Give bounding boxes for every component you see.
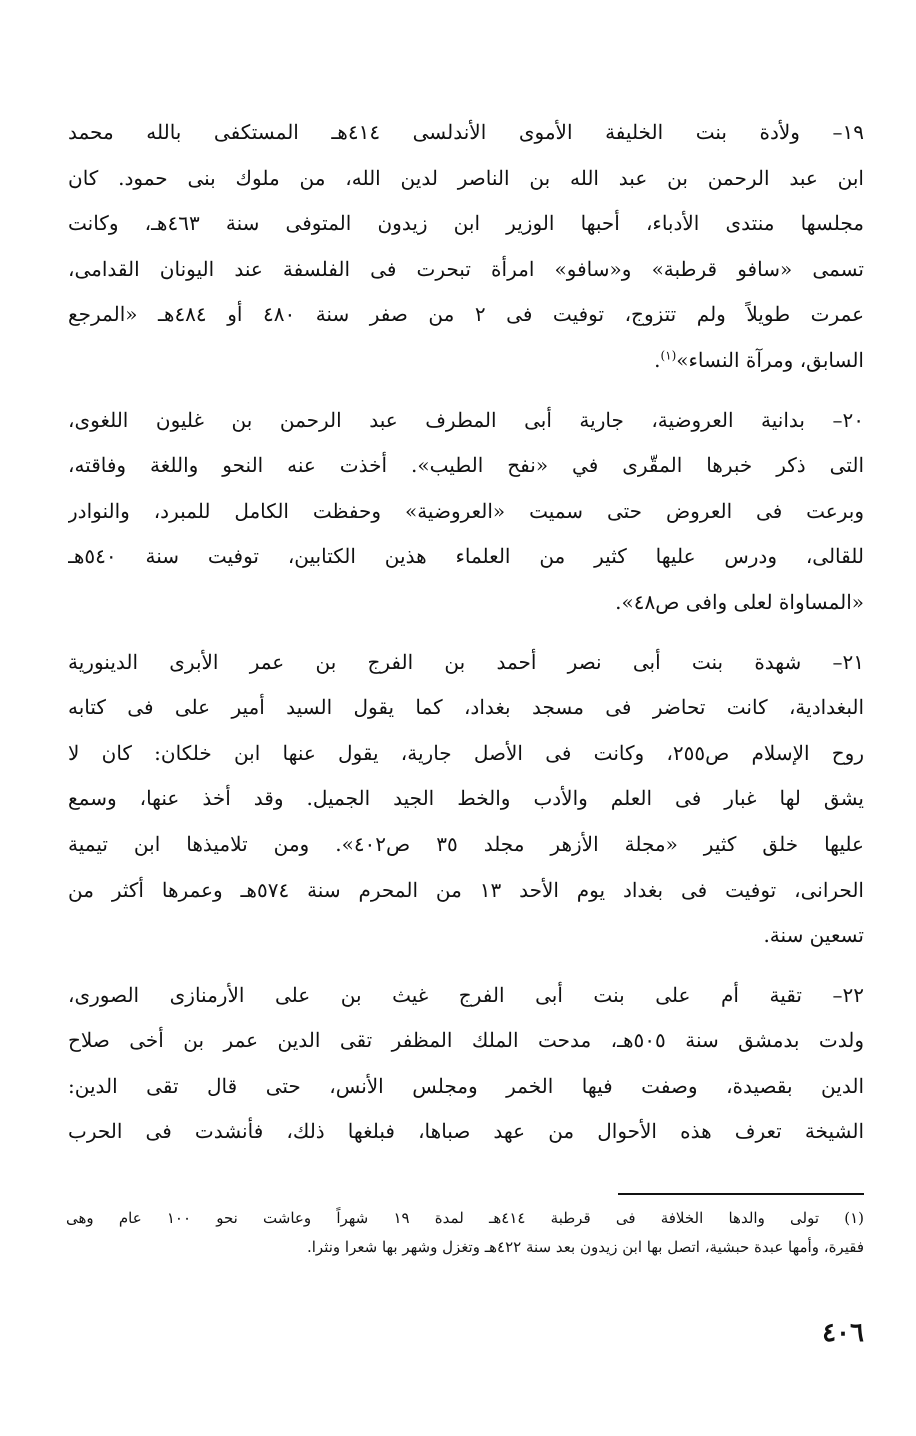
- entry-19-line-6-text: السابق، ومرآة النساء»: [676, 347, 864, 372]
- footnote-line-1: (١) تولى والدها الخلافة فى قرطبة ٤١٤هـ لمدة ١٩ شهراً وعاشت نحو ١٠٠ عام وهى: [66, 1209, 864, 1227]
- entry-20-line-1: ٢٠– بدانية العروضية، جارية أبى المطرف عبد الرحمن بن غليون اللغوى،: [68, 407, 864, 432]
- entry-21-line-2: البغدادية، كانت تحاضر فى مسجد بغداد، كما يقول السيد أمير على فى كتابه: [68, 695, 864, 720]
- entry-21-line-5: عليها خلق كثير «مجلة الأزهر مجلد ٣٥ ص٤٠٢». ومن تلاميذها ابن تيمية: [68, 831, 864, 856]
- entry-22-line-2: ولدت بدمشق سنة ٥٠٥هـ، مدحت الملك المظفر تقى الدين عمر بن أخى صلاح: [68, 1028, 864, 1053]
- entry-20-line-2: التى ذكر خبرها المقّرى في «نفح الطيب». أخذت عنه النحو واللغة وفاقته،: [68, 453, 864, 478]
- entry-20-line-3: وبرعت فى العروض حتى سميت «العروضية» وحفظت الكامل للمبرد، والنوادر: [68, 498, 864, 523]
- entry-19-line-3: مجلسها منتدى الأدباء، أحبها الوزير ابن زيدون المتوفى سنة ٤٦٣هـ، وكانت: [68, 211, 864, 236]
- entry-20-line-5: «المساواة لعلى وافى ص٤٨».: [615, 589, 864, 614]
- entry-21-line-4: يشق لها غبار فى العلم والأدب والخط الجيد الجميل. وقد أخذ عنها، وسمع: [68, 786, 864, 811]
- footnote-divider: [618, 1193, 864, 1195]
- entry-19-line-2: ابن عبد الرحمن بن عبد الله بن الناصر لدين الله، من ملوك بنى حمود. كان: [68, 165, 864, 190]
- entry-22-line-4: الشيخة تعرف هذه الأحوال من عهد صباها، فبلغها ذلك، فأنشدت فى الحرب: [68, 1119, 864, 1144]
- entry-19-line-4: تسمى «سافو قرطبة» و«سافو» امرأة تبحرت فى الفلسفة عند اليونان القدامى،: [68, 256, 864, 281]
- page-number: ٤٠٦: [822, 1318, 864, 1348]
- entry-19-line-1: ١٩– ولأدة بنت الخليفة الأموى الأندلسى ٤١٤هـ المستكفى بالله محمد: [68, 120, 864, 144]
- entry-21: [68, 640, 864, 959]
- entry-22-line-3: الدين بقصيدة، وصفت فيها الخمر ومجلس الأنس، حتى قال تقى الدين:: [68, 1073, 864, 1098]
- entry-20-line-4: للقالى، ودرس عليها كثير من العلماء هذين الكتابين، توفيت سنة ٥٤٠هـ: [68, 544, 864, 569]
- entry-19: [68, 110, 864, 384]
- main-text: [68, 110, 864, 1169]
- entry-19-line-6-tail: .: [654, 347, 661, 372]
- entry-21-line-3: روح الإسلام ص٢٥٥، وكانت فى الأصل جارية، يقول عنها ابن خلكان: كان لا: [68, 740, 864, 765]
- entry-19-line-6: [68, 338, 864, 384]
- footnote-line-2: فقيرة، وأمها عبدة حبشية، اتصل بها ابن زيدون بعد سنة ٤٢٢هـ وتغزل وشهر بها شعرا ونثرا.: [307, 1238, 864, 1256]
- entry-22-line-1: ٢٢– تقية أم على بنت أبى الفرج غيث بن على الأرمنازى الصورى،: [68, 982, 864, 1007]
- footnote: [66, 1204, 864, 1262]
- entry-21-line-1: ٢١– شهدة بنت أبى نصر أحمد بن الفرج بن عمر الأبرى الدينورية: [68, 649, 864, 674]
- entry-20: [68, 398, 864, 626]
- entry-22: [68, 973, 864, 1155]
- entry-21-line-7: تسعين سنة.: [763, 923, 864, 948]
- entry-19-line-5: عمرت طويلاً ولم تتزوج، توفيت فى ٢ من صفر سنة ٤٨٠ أو ٤٨٤هـ «المرجع: [68, 302, 864, 327]
- footnote-reference: (١): [660, 348, 677, 363]
- entry-21-line-6: الحرانى، توفيت فى بغداد يوم الأحد ١٣ من المحرم سنة ٥٧٤هـ وعمرها أكثر من: [68, 877, 864, 902]
